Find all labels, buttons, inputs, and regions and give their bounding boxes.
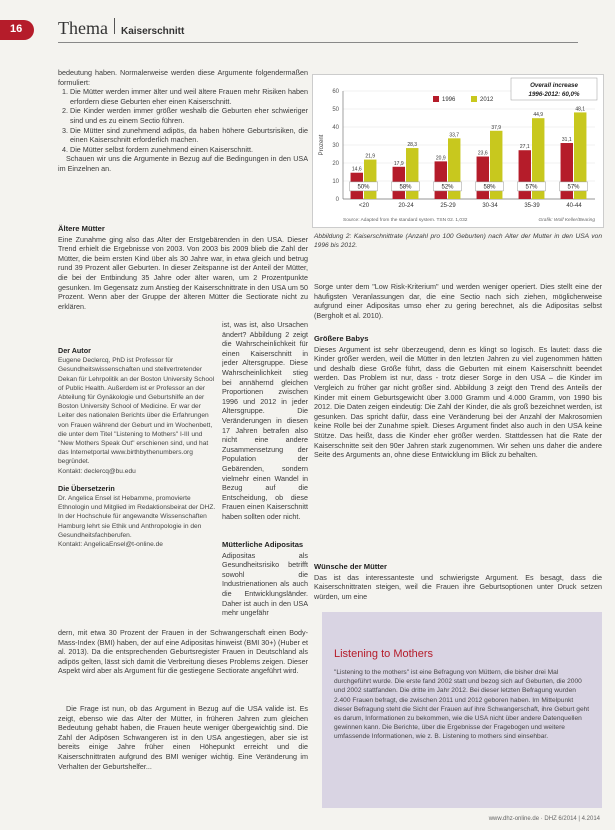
section-wuensche bbox=[314, 562, 602, 603]
autor-text: Eugene Declercq, PhD ist Professor für Gesundheitswissenschaften und stellvertretender Dekan für Lehrpolitik an der Boston University School of Public Health. Außerdem ist er Professor an der Abteilung für Gynäkologie und Geburtshilfe an der Boston University School of Medicine. Er war der Leiter des nationalen Berichts über die Erfahrungen von Frauen während der Geburt und im Wochenbett, die unter dem Titel "Listening to Mothers" I-III und "New Mothers Speak Out" erschienen sind, und hat das Internetportal www.birthbythenumbers.org begründet. bbox=[58, 357, 215, 466]
argument-item: 4. Die Mütter selbst fordern zunehmend einen Kaiserschnitt. bbox=[70, 145, 308, 155]
uebersetzerin-text: Dr. Angelica Ensel ist Hebamme, promovierte Ethnologin und Mitglied im Redaktionsbeirat der DHZ. In der Hochschule für angewandte Wissenschaften Hamburg lehrt sie Ethik und Anthropologie in den Gesundheitsfachberufen. bbox=[58, 495, 216, 539]
chart-title: Overall increase bbox=[530, 82, 578, 89]
autor-contact: Kontakt: declercq@bu.edu bbox=[58, 467, 136, 475]
data-label: 20,9 bbox=[435, 155, 446, 162]
section-adipositas bbox=[58, 628, 308, 790]
section-aeltere bbox=[58, 224, 308, 321]
argument-item: 2. Die Kinder werden immer größer weshalb die Geburten eher schwieriger sind und es zu einem Sectio führen. bbox=[70, 106, 308, 125]
increase-label: 58% bbox=[483, 184, 496, 191]
x-tick-label: 25-29 bbox=[440, 203, 456, 209]
intro-lead: bedeutung haben. Normalerweise werden diese Argumente folgendermaßen formuliert: bbox=[58, 68, 308, 87]
section-adipositas-narrow bbox=[222, 540, 308, 627]
increase-label: 57% bbox=[525, 184, 538, 191]
x-tick-label: 35-39 bbox=[524, 203, 540, 209]
section-text: Das ist das interessanteste und schwierigste Argument. Es besagt, dass die Kaiserschnittraten steigen, weil die Frauen ihre Geburtsoptionen unter Druck setzen würden, um eine bbox=[314, 572, 602, 601]
legend-label: 2012 bbox=[480, 97, 494, 103]
data-label: 23,6 bbox=[477, 150, 488, 157]
increase-label: 57% bbox=[567, 184, 580, 191]
header-divider bbox=[114, 18, 115, 34]
box-title: Listening to Mothers bbox=[334, 648, 434, 660]
bar-2012 bbox=[406, 148, 418, 199]
y-tick-label: 60 bbox=[332, 89, 339, 95]
y-tick-label: 10 bbox=[332, 179, 339, 185]
data-label: 37,9 bbox=[491, 124, 502, 131]
legend-swatch bbox=[433, 96, 439, 102]
chart-title-line2: 1996-2012: 60,0% bbox=[528, 91, 580, 98]
bar-1996 bbox=[435, 161, 447, 199]
section-text: dern, mit etwa 30 Prozent der Frauen in der Schwangerschaft einen Body-Mass-Index (BMI) haben, der auf eine Adipositas hinweist (BMI 30+) (Huber et al. 2013). Da die entsprechenden Geburtsregister Frauen in Deutschland als adipös gelten, lässt sich damit die Verbreitung dieses Problems zeigen. Dieser Aspekt wird aber als Argument für die gestiegene Sectiorate angeführt wird. bbox=[58, 628, 308, 676]
argument-item: 3. Die Mütter sind zunehmend adipös, da haben höhere Geburtsrisiken, die einen Kaiserschnitt erforderlich machen. bbox=[70, 126, 308, 145]
section-text: Die Frage ist nun, ob das Argument in Bezug auf die USA valide ist. Es zeigt, ebenso wie das Alter der Mütter, in früheren Jahren zum gleichen Bedeutung gehabt haben, die Frauen heute weniger übergewichtig sind. Die Zahl der Adipösen Schwangeren ist in den USA angestiegen, aber sie ist bereits einige Jahre früher einen Höhepunkt erreicht und die Kaiserschnittraten aufgrund des BMI weniger wichtig. Eine Veränderung im Verhalten der Geburtshelfer... bbox=[58, 704, 308, 771]
section-heading: Wünsche der Mütter bbox=[314, 562, 387, 571]
data-label: 44,9 bbox=[533, 112, 544, 119]
data-label: 21,9 bbox=[365, 153, 376, 160]
bar-1996 bbox=[477, 157, 489, 199]
y-tick-label: 20 bbox=[332, 161, 339, 167]
section-text: Adipositas als Gesundheitsrisiko betrifft sowohl die Industrienationen als auch die Entwicklungsländer. Daher ist auch in den USA mehr ungefähr bbox=[222, 550, 308, 618]
bar-2012 bbox=[364, 160, 376, 199]
data-label: 28,3 bbox=[407, 142, 418, 149]
chart-credit: Grafik: Wolf Keller/Bearing bbox=[538, 218, 595, 223]
thema-label: Thema bbox=[58, 18, 108, 38]
autor-heading: Der Autor bbox=[58, 346, 91, 355]
increase-label: 52% bbox=[441, 184, 454, 191]
legend-label: 1996 bbox=[442, 97, 456, 103]
bar-1996 bbox=[519, 150, 531, 199]
increase-label: 58% bbox=[399, 184, 412, 191]
section-heading: Ältere Mütter bbox=[58, 224, 105, 233]
section-aeltere-narrow bbox=[222, 320, 308, 532]
uebersetzerin-heading: Die Übersetzerin bbox=[58, 483, 115, 493]
increase-label: 50% bbox=[357, 184, 370, 191]
chart-caption: Abbildung 2: Kaiserschnittrate (Anzahl pro 100 Geburten) nach Alter der Mutter in den USA von 1996 bis 2012. bbox=[314, 233, 602, 249]
x-tick-label: 20-24 bbox=[398, 203, 414, 209]
section-text: ist, was ist, also Ursachen ändert? Abbildung 2 zeigt die Wahrscheinlichkeit für einen Kaiserschnitt in jeder Altersgruppe. Diese Wahrscheinlichkeit stieg bei annähernd gleichen Proportionen zwischen 1996 und 2012 in jeder Altersgruppe. Die Veränderungen in diesen 17 Jahren betrafen also nicht eine andere Zusammensetzung der Population der Gebärenden, sondern vielmehr einen Wandel in Bezug auf die Entscheidung, ob diese Frauen einen Kaiserschnitt haben sollten oder nicht. bbox=[222, 320, 308, 521]
x-tick-label: 30-34 bbox=[482, 203, 498, 209]
header-title bbox=[58, 18, 184, 39]
listening-box bbox=[322, 612, 602, 808]
y-tick-label: 30 bbox=[332, 143, 339, 149]
argument-list bbox=[58, 87, 308, 154]
section-heading: Größere Babys bbox=[314, 334, 369, 343]
data-label: 33,7 bbox=[449, 132, 460, 139]
age-cesarean-chart bbox=[313, 75, 603, 227]
intro-block bbox=[58, 68, 308, 174]
right-top-text: Sorge unter dem "Low Risk-Kriterium" und werden weniger operiert. Dies stellt eine der häufigsten Veranlassungen dar, die eine Sectio nach sich ziehen, möglicherweise aufgrund einer Adipositas umso eher zu gering berechnet, als die Adipositas selbst (Bergholt et al. 2010). bbox=[314, 282, 602, 320]
y-tick-label: 40 bbox=[332, 125, 339, 131]
data-label: 48,1 bbox=[575, 106, 586, 113]
chart-source: Source: Adapted from the standard system. TSN 02. 1,032 bbox=[343, 218, 468, 223]
sidebar-authors bbox=[58, 346, 216, 549]
intro-closing: Schauen wir uns die Argumente in Bezug auf die Bedingungen in den USA im Einzelnen an. bbox=[58, 154, 308, 173]
page-number: 16 bbox=[10, 23, 23, 35]
argument-item: 1. Die Mütter werden immer älter und weil ältere Frauen mehr Risiken haben erfordern diese Geburten eher einen Kaiserschnitt. bbox=[70, 87, 308, 106]
section-text: Dieses Argument ist sehr überzeugend, denn es klingt so logisch. Es lautet: dass die Kinder größer werden, weil die Mütter in den letzten Jahren zu viel zugenommen hätten und deshalb diese Größe führt, dass die Geburten mit einem Kaiserschnitt beendet werden. Das Problem ist nur, dass - trotz dieser Sorge in den USA – die Kinder im Vergleich zu früher gar nicht größer sind. Abbildung 3 zeigt den Trend des Anteils der Kinder mit einem Geburtsgewicht über 3.000 Gramm und 4.000 Gramm, von 1990 bis 2012. Die Daten zeigen eindeutig: Die Zahl der Kinder, die als groß bezeichnet werden, ist gesunken. Das spricht dafür, dass eine Veränderung bei der Anzahl der Makrosomien keine Rolle bei der Zunahme spielt. Dieses Argument findet also auch in den USA keine Stütze. Das heißt, dass die Kinder eher größer werden. Stattdessen hat die Rate der Kaiserschnitte seit den 90er Jahren stark zugenommen. Wir sehen uns daher die andere Seite des Arguments an, ohne diese Entwicklung im Blick zu behalten. bbox=[314, 344, 602, 460]
section-babys bbox=[314, 334, 602, 537]
section-heading: Mütterliche Adipositas bbox=[222, 540, 304, 549]
uebersetzerin-contact: Kontakt: AngelicaEnsel@t-online.de bbox=[58, 541, 163, 549]
data-label: 27,1 bbox=[519, 144, 530, 151]
x-tick-label: <20 bbox=[358, 203, 370, 209]
section-text: Eine Zunahme ging also das Alter der Erstgebärenden in den USA. Dieser Trend erhielt die Ergebnisse von 2003. Von 2003 bis 2009 blieb die Zahl der Mütter, die beim ersten Kind über als 30 Jahre war, in etwa gleich und betrug rund 39 Prozent aller Geburten. In dieser Zeitspanne ist der Anteil der Mütter, die bei der Entbindung 35 Jahre oder älter waren, um 2 Prozentpunkte gesunken. Im Gegensatz zum Anstieg der Kaiserschnittrate in den USA um 50 Prozent. Wenn aber der Gruppe der älteren Mütter die Sectiorate nicht zu erklären. bbox=[58, 234, 308, 311]
y-tick-label: 50 bbox=[332, 107, 339, 113]
x-tick-label: 40-44 bbox=[566, 203, 582, 209]
page-number-tab bbox=[0, 20, 34, 40]
data-label: 14,6 bbox=[351, 166, 362, 173]
y-tick-label: 0 bbox=[335, 197, 339, 203]
chart-figure bbox=[312, 74, 604, 228]
box-text: "Listening to the mothers" ist eine Befragung von Müttern, die bisher drei Mal durchgeführt wurde. Die erste fand 2002 statt und bezog sich auf Geburten, die 2000 und 2002 stattfanden. Die dritte im Jahr 2012. Bei dieser letzten Befragung wurden 2.400 Frauen befragt, die zwischen 2011 und 2012 geboren haben. Im Mittelpunkt dieser Befragung steht die Sicht der Frauen auf ihre Schwangerschaft, ihre Geburt geht es darum, Informationen zu bekommen, wie die USA nicht über andere Datenquellen gewinnen kann. Die Berichte, über die Ergebnisse der Fragebogen und weitere umfassende Informationen, wie z. B. Listening to mothers sind einsehbar. bbox=[334, 669, 590, 741]
data-label: 31,1 bbox=[561, 137, 572, 144]
legend-swatch bbox=[471, 96, 477, 102]
section-label: Kaiserschnitt bbox=[120, 26, 185, 37]
y-axis-label: Prozent bbox=[319, 134, 325, 156]
footer-text: www.dhz-online.de · DHZ 6/2014 | 4.2014 bbox=[488, 816, 600, 822]
data-label: 17,9 bbox=[393, 160, 404, 167]
header-rule bbox=[58, 42, 578, 43]
